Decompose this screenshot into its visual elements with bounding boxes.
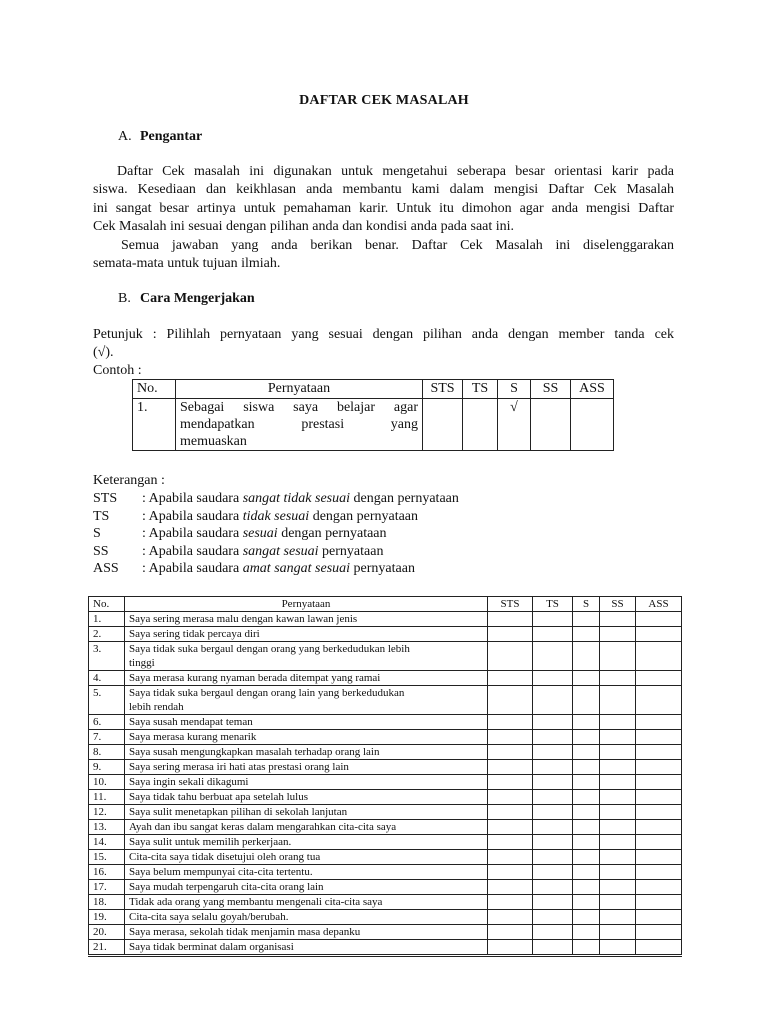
paragraph-line: Cek Masalah ini sesuai dengan pilihan anda dan kondisi anda pada saat ini. [93,219,515,235]
legend-emphasis: amat sangat sesuai [242,561,351,576]
legend-emphasis: sangat tidak sesuai [242,491,351,506]
paragraph-line: semata-mata untuk tujuan ilmiah. [93,256,281,272]
legend-emphasis: sangat sesuai [242,543,319,559]
table-row [89,805,682,820]
row-statement [125,835,488,850]
answer-cell-s[interactable] [573,775,600,790]
answer-cell-sts[interactable] [488,895,533,910]
answer-cell-ass[interactable] [636,835,682,850]
table-row [89,642,682,671]
table-header [89,597,682,612]
table-row [89,627,682,642]
section-label: Cara Mengerjakan [140,291,255,306]
statement-line: Saya sering merasa iri hati atas prestasi orang lain [129,761,349,773]
answer-cell-ass[interactable] [636,686,682,715]
cell-ass [571,399,614,451]
header-ss: SS [531,380,571,399]
answer-cell-ts[interactable] [533,835,573,850]
answer-cell-sts[interactable] [488,715,533,730]
row-statement [125,850,488,865]
example-label: Contoh : [93,363,142,378]
answer-cell-ss[interactable] [600,835,636,850]
legend-text: : Apabila saudara [142,491,243,506]
answer-cell-ts[interactable] [533,910,573,925]
paragraph-line: (√). [93,345,114,361]
cell-ts [463,399,498,451]
table-row [89,925,682,940]
legend-text: dengan pernyataan [277,526,387,541]
answer-cell-s[interactable] [573,715,600,730]
section-heading-a [118,129,202,145]
legend-text: pernyataan [350,561,415,576]
answer-cell-sts[interactable] [488,880,533,895]
statement-line: memuaskan [180,434,247,449]
answer-cell-ass[interactable] [636,820,682,835]
answer-cell-ts[interactable] [533,760,573,775]
section-heading-b [118,291,255,307]
answer-cell-ss[interactable] [600,790,636,805]
answer-cell-ss[interactable] [600,880,636,895]
statement-line: mendapatkan prestasi yang [180,417,418,432]
table-row [89,820,682,835]
answer-cell-s[interactable] [573,760,600,775]
answer-cell-sts[interactable] [488,910,533,925]
row-number: 1. [133,399,176,451]
row-number: 9. [89,760,125,775]
intro-paragraph-2 [93,237,674,274]
answer-cell-s[interactable] [573,895,600,910]
row-statement [125,940,488,956]
answer-cell-ss[interactable] [600,775,636,790]
answer-cell-s[interactable] [573,850,600,865]
row-statement [125,820,488,835]
answer-cell-ss[interactable] [600,715,636,730]
answer-cell-sts[interactable] [488,745,533,760]
answer-cell-sts[interactable] [488,940,533,956]
answer-cell-ss[interactable] [600,612,636,627]
paragraph-line: Petunjuk : Pilihlah pernyataan yang sesuai dengan pilihan anda dengan member tanda cek [93,327,674,342]
statement-line: Saya tidak berminat dalam organisasi [129,941,294,953]
answer-cell-ts[interactable] [533,715,573,730]
answer-cell-sts[interactable] [488,805,533,820]
statement-line: Saya sulit menetapkan pilihan di sekolah lanjutan [129,806,348,818]
row-statement [125,760,488,775]
row-number: 4. [89,671,125,686]
row-statement [125,627,488,642]
answer-cell-s[interactable] [573,835,600,850]
answer-cell-ass[interactable] [636,671,682,686]
row-number: 7. [89,730,125,745]
answer-cell-s[interactable] [573,745,600,760]
row-number: 12. [89,805,125,820]
answer-cell-ts[interactable] [533,820,573,835]
answer-cell-ass[interactable] [636,730,682,745]
row-number: 19. [89,910,125,925]
paragraph-line: siswa. Kesediaan dan keikhlasan anda membantu kami dalam mengisi Daftar Cek Masalah [93,182,674,198]
table-row [89,790,682,805]
statement-line: Saya tidak tahu berbuat apa setelah lulus [129,791,308,803]
statement-line: tinggi [129,657,155,669]
table-row [89,895,682,910]
problem-checklist-table [88,596,682,957]
row-number: 18. [89,895,125,910]
table-row [89,760,682,775]
table-row [89,686,682,715]
statement-line: Saya sulit untuk memilih perkerjaan. [129,836,292,848]
row-number: 11. [89,790,125,805]
row-statement [125,686,488,715]
answer-cell-ts[interactable] [533,940,573,956]
statement-line: Sebagai siswa saya belajar agar [180,400,418,415]
legend-item [93,490,459,508]
statement-line: Saya sering tidak percaya diri [129,628,260,640]
row-number: 10. [89,775,125,790]
legend-text: : Apabila saudara [142,543,243,559]
statement-line: Saya merasa kurang menarik [129,731,257,743]
section-letter: A. [118,129,132,144]
statement-line: Saya merasa, sekolah tidak menjamin masa depanku [129,926,361,938]
row-number: 13. [89,820,125,835]
answer-cell-s[interactable] [573,880,600,895]
header-ts: TS [463,380,498,399]
answer-cell-s[interactable] [573,627,600,642]
legend-emphasis: sesuai [242,526,278,541]
answer-cell-ass[interactable] [636,612,682,627]
legend-emphasis: tidak sesuai [242,508,310,524]
header-s: S [573,597,600,612]
legend-list [93,490,459,578]
answer-cell-s[interactable] [573,865,600,880]
answer-cell-sts[interactable] [488,835,533,850]
row-statement [125,805,488,820]
row-statement [125,910,488,925]
answer-cell-sts[interactable] [488,671,533,686]
row-number: 14. [89,835,125,850]
answer-cell-ts[interactable] [533,671,573,686]
answer-cell-ts[interactable] [533,686,573,715]
row-statement [125,612,488,627]
row-statement [125,745,488,760]
table-row [89,612,682,627]
statement-line: Saya tidak suka bergaul dengan orang lain yang berkedudukan [129,687,405,699]
answer-cell-sts[interactable] [488,612,533,627]
answer-cell-ts[interactable] [533,865,573,880]
header-statement: Pernyataan [176,380,423,399]
answer-cell-ass[interactable] [636,850,682,865]
answer-cell-ss[interactable] [600,925,636,940]
table-row [89,671,682,686]
example-table-row [133,399,614,451]
statement-line: Saya belum mempunyai cita-cita tertentu. [129,866,313,878]
row-number: 8. [89,745,125,760]
answer-cell-ss[interactable] [600,730,636,745]
row-number: 1. [89,612,125,627]
answer-cell-s[interactable] [573,790,600,805]
answer-cell-ts[interactable] [533,895,573,910]
header-no: No. [89,597,125,612]
answer-cell-s[interactable] [573,642,600,671]
example-table [132,379,614,451]
answer-cell-ts[interactable] [533,627,573,642]
legend-label: Keterangan : [93,473,165,488]
header-ass: ASS [571,380,614,399]
section-label: Pengantar [140,129,203,144]
table-row [89,730,682,745]
statement-line: lebih rendah [129,701,184,713]
legend-item [93,525,459,543]
row-number: 15. [89,850,125,865]
legend-item [93,508,459,526]
answer-cell-sts[interactable] [488,925,533,940]
statement-line: Saya susah mengungkapkan masalah terhadap orang lain [129,746,380,758]
answer-cell-ss[interactable] [600,940,636,956]
row-statement [125,925,488,940]
row-number: 3. [89,642,125,671]
row-statement [125,865,488,880]
row-statement [176,399,423,451]
answer-cell-ass[interactable] [636,910,682,925]
answer-cell-ass[interactable] [636,760,682,775]
answer-cell-ss[interactable] [600,865,636,880]
answer-cell-ass[interactable] [636,895,682,910]
answer-cell-ss[interactable] [600,805,636,820]
header-ass: ASS [636,597,682,612]
answer-cell-ts[interactable] [533,745,573,760]
page-title: DAFTAR CEK MASALAH [299,93,469,108]
legend-abbr: SS [93,543,109,559]
answer-cell-ss[interactable] [600,627,636,642]
header-s: S [498,380,531,399]
paragraph-line: Daftar Cek masalah ini digunakan untuk mengetahui seberapa besar orientasi karir pada [117,164,674,179]
legend-abbr: TS [93,508,110,524]
example-table-header [133,380,614,399]
legend-abbr: STS [93,491,118,506]
cell-ss [531,399,571,451]
answer-cell-ss[interactable] [600,745,636,760]
legend-item [93,543,459,561]
table-row [89,940,682,956]
answer-cell-s[interactable] [573,612,600,627]
legend-abbr: S [93,526,101,541]
header-no: No. [133,380,176,399]
table-row [89,715,682,730]
answer-cell-s[interactable] [573,925,600,940]
answer-cell-ss[interactable] [600,850,636,865]
header-statement: Pernyataan [125,597,488,612]
answer-cell-ts[interactable] [533,642,573,671]
paragraph-line: ini sangat besar artinya untuk pemahaman karir. Untuk itu dimohon agar anda mengisi Daftar [93,200,674,216]
table-row [89,880,682,895]
intro-paragraph [93,163,674,237]
paragraph-line: Semua jawaban yang anda berikan benar. Daftar Cek Masalah ini diselenggarakan [121,238,674,253]
legend-text: : Apabila saudara [142,508,243,524]
answer-cell-ass[interactable] [636,715,682,730]
statement-line: Saya susah mendapat teman [129,716,253,728]
header-ss: SS [600,597,636,612]
instruction-paragraph [93,326,674,363]
legend-text: : Apabila saudara [142,561,243,576]
answer-cell-ass[interactable] [636,745,682,760]
answer-cell-ss[interactable] [600,895,636,910]
answer-cell-ass[interactable] [636,925,682,940]
row-statement [125,671,488,686]
answer-cell-sts[interactable] [488,627,533,642]
answer-cell-s[interactable] [573,910,600,925]
answer-cell-ass[interactable] [636,805,682,820]
answer-cell-sts[interactable] [488,865,533,880]
answer-cell-s[interactable] [573,805,600,820]
row-number: 17. [89,880,125,895]
legend-text: dengan pernyataan [350,491,459,506]
answer-cell-ass[interactable] [636,880,682,895]
answer-cell-sts[interactable] [488,730,533,745]
answer-cell-sts[interactable] [488,760,533,775]
answer-cell-sts[interactable] [488,790,533,805]
answer-cell-sts[interactable] [488,850,533,865]
row-statement [125,715,488,730]
answer-cell-ass[interactable] [636,627,682,642]
statement-line: Cita-cita saya selalu goyah/berubah. [129,911,289,923]
answer-cell-ts[interactable] [533,805,573,820]
answer-cell-s[interactable] [573,686,600,715]
answer-cell-sts[interactable] [488,686,533,715]
table-row [89,745,682,760]
table-row [89,850,682,865]
header-sts: STS [423,380,463,399]
cell-sts [423,399,463,451]
answer-cell-s[interactable] [573,820,600,835]
answer-cell-ass[interactable] [636,775,682,790]
table-row [89,835,682,850]
legend-abbr: ASS [93,561,119,576]
row-statement [125,642,488,671]
legend-text: : Apabila saudara [142,526,243,541]
answer-cell-sts[interactable] [488,775,533,790]
answer-cell-s[interactable] [573,671,600,686]
row-statement [125,790,488,805]
answer-cell-ass[interactable] [636,642,682,671]
table-row [89,865,682,880]
answer-cell-ss[interactable] [600,910,636,925]
statement-line: Tidak ada orang yang membantu mengenali cita-cita saya [129,896,383,908]
table-body [89,612,682,956]
statement-line: Cita-cita saya tidak disetujui oleh orang tua [129,851,321,863]
answer-cell-ass[interactable] [636,940,682,956]
answer-cell-ts[interactable] [533,790,573,805]
row-number: 21. [89,940,125,956]
statement-line: Saya mudah terpengaruh cita-cita orang lain [129,881,324,893]
header-ts: TS [533,597,573,612]
statement-line: Ayah dan ibu sangat keras dalam mengarahkan cita-cita saya [129,821,397,833]
legend-text: pernyataan [318,543,384,559]
header-sts: STS [488,597,533,612]
answer-cell-ss[interactable] [600,760,636,775]
answer-cell-sts[interactable] [488,642,533,671]
section-letter: B. [118,291,131,306]
row-statement [125,895,488,910]
row-number: 20. [89,925,125,940]
answer-cell-s[interactable] [573,730,600,745]
statement-line: Saya merasa kurang nyaman berada ditempat yang ramai [129,672,381,684]
answer-cell-ts[interactable] [533,850,573,865]
answer-cell-sts[interactable] [488,820,533,835]
statement-line: Saya tidak suka bergaul dengan orang yang berkedudukan lebih [129,643,410,655]
statement-line: Saya ingin sekali dikagumi [129,776,249,788]
row-number: 5. [89,686,125,715]
answer-cell-ss[interactable] [600,686,636,715]
answer-cell-ass[interactable] [636,865,682,880]
statement-line: Saya sering merasa malu dengan kawan lawan jenis [129,613,358,625]
row-number: 2. [89,627,125,642]
row-statement [125,880,488,895]
answer-cell-ss[interactable] [600,820,636,835]
row-number: 16. [89,865,125,880]
answer-cell-ss[interactable] [600,642,636,671]
answer-cell-s[interactable] [573,940,600,956]
answer-cell-ts[interactable] [533,730,573,745]
answer-cell-ass[interactable] [636,790,682,805]
legend-item [93,560,459,578]
answer-cell-ts[interactable] [533,880,573,895]
row-statement [125,730,488,745]
answer-cell-ts[interactable] [533,612,573,627]
legend-text: dengan pernyataan [309,508,419,524]
answer-cell-ts[interactable] [533,775,573,790]
check-mark: √ [498,399,531,451]
row-number: 6. [89,715,125,730]
row-statement [125,775,488,790]
answer-cell-ts[interactable] [533,925,573,940]
table-row [89,775,682,790]
table-row [89,910,682,925]
answer-cell-ss[interactable] [600,671,636,686]
